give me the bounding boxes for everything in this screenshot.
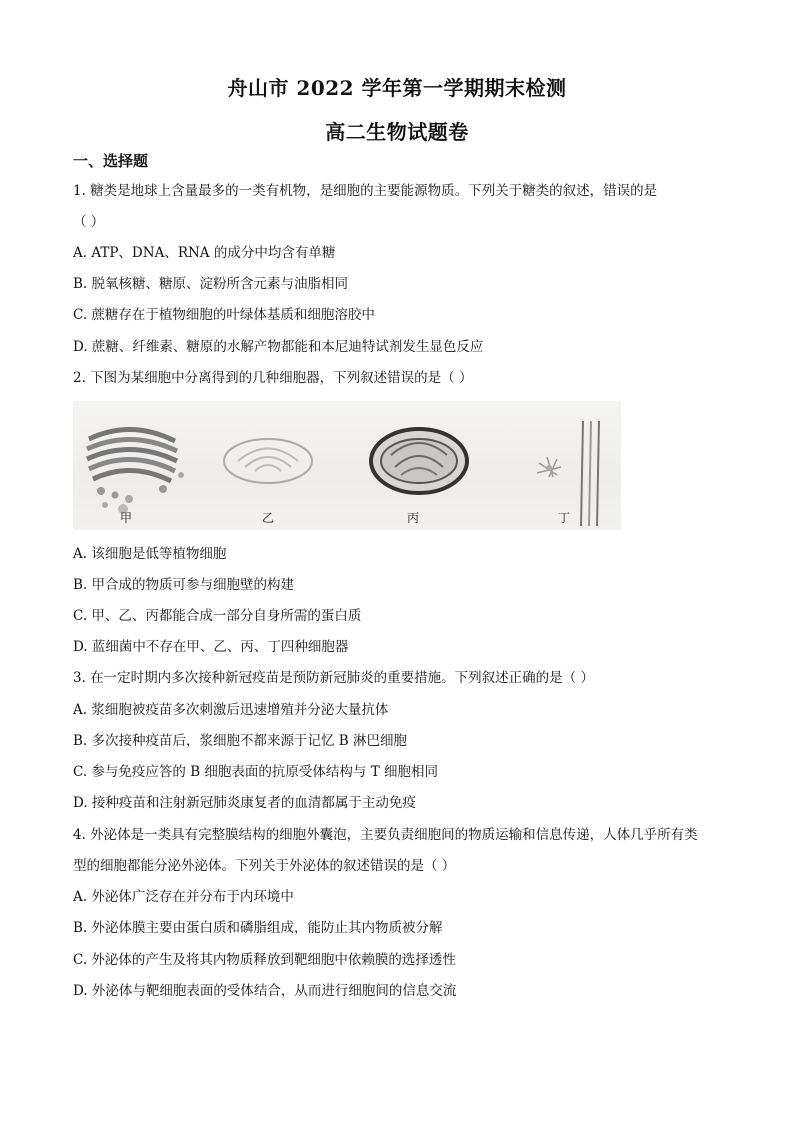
organelle-figure	[73, 401, 621, 530]
exam-title: 舟山市 2022 学年第一学期期末检测	[227, 76, 567, 100]
q4-option-a: A. 外泌体广泛存在并分布于内环境中	[73, 889, 294, 905]
figure-label-bing: 丙	[407, 511, 420, 525]
q2-option-d: D. 蓝细菌中不存在甲、乙、丙、丁四种细胞器	[73, 639, 349, 655]
q2-stem-line-1: 2. 下图为某细胞中分离得到的几种细胞器，下列叙述错误的是（ ）	[73, 370, 473, 386]
q2-option-a: A. 该细胞是低等植物细胞	[73, 546, 227, 562]
q2-option-c: C. 甲、乙、丙都能合成一部分自身所需的蛋白质	[73, 608, 362, 624]
q3-stem-line-1: 3. 在一定时期内多次接种新冠疫苗是预防新冠肺炎的重要措施。下列叙述正确的是（ ）	[73, 670, 594, 686]
golgi-apparatus-icon	[87, 429, 184, 514]
q4-stem-line-1: 4. 外泌体是一类具有完整膜结构的细胞外囊泡，主要负责细胞间的物质运输和信息传递，人体几乎所有类	[73, 827, 698, 843]
exam-subtitle: 高二生物试题卷	[325, 120, 469, 144]
q4-stem-line-2: 型的细胞都能分泌外泌体。下列关于外泌体的叙述错误的是（ ）	[73, 858, 456, 874]
q4-option-b: B. 外泌体膜主要由蛋白质和磷脂组成，能防止其内物质被分解	[73, 920, 443, 936]
q3-option-a: A. 浆细胞被疫苗多次刺激后迅速增殖并分泌大量抗体	[73, 702, 389, 718]
q4-option-c: C. 外泌体的产生及将其内物质释放到靶细胞中依赖膜的选择透性	[73, 952, 456, 968]
figure-label-ding: 丁	[558, 511, 571, 525]
figure-label-yi: 乙	[262, 511, 275, 525]
q3-option-b: B. 多次接种疫苗后，浆细胞不都来源于记忆 B 淋巴细胞	[73, 733, 408, 749]
section-title: 一、选择题	[73, 152, 149, 170]
q1-option-a: A. ATP、DNA、RNA 的成分中均含有单糖	[73, 245, 336, 261]
q3-option-c: C. 参与免疫应答的 B 细胞表面的抗原受体结构与 T 细胞相同	[73, 764, 439, 780]
q1-stem-line-2: （ ）	[73, 214, 105, 230]
q1-stem-line-1: 1. 糖类是地球上含量最多的一类有机物，是细胞的主要能源物质。下列关于糖类的叙述，错误的是	[73, 183, 658, 199]
q1-option-c: C. 蔗糖存在于植物细胞的叶绿体基质和细胞溶胶中	[73, 307, 375, 323]
mitochondrion-icon	[371, 429, 467, 493]
q4-option-d: D. 外泌体与靶细胞表面的受体结合，从而进行细胞间的信息交流	[73, 983, 457, 999]
q1-option-d: D. 蔗糖、纤维素、糖原的水解产物都能和本尼迪特试剂发生显色反应	[73, 339, 484, 355]
q1-option-b: B. 脱氧核糖、糖原、淀粉所含元素与油脂相同	[73, 276, 349, 292]
q2-option-b: B. 甲合成的物质可参与细胞壁的构建	[73, 577, 295, 593]
figure-label-jia: 甲	[120, 511, 133, 525]
chloroplast-icon	[224, 439, 312, 483]
q3-option-d: D. 接种疫苗和注射新冠肺炎康复者的血清都属于主动免疫	[73, 795, 416, 811]
organelle-illustration	[73, 401, 621, 530]
